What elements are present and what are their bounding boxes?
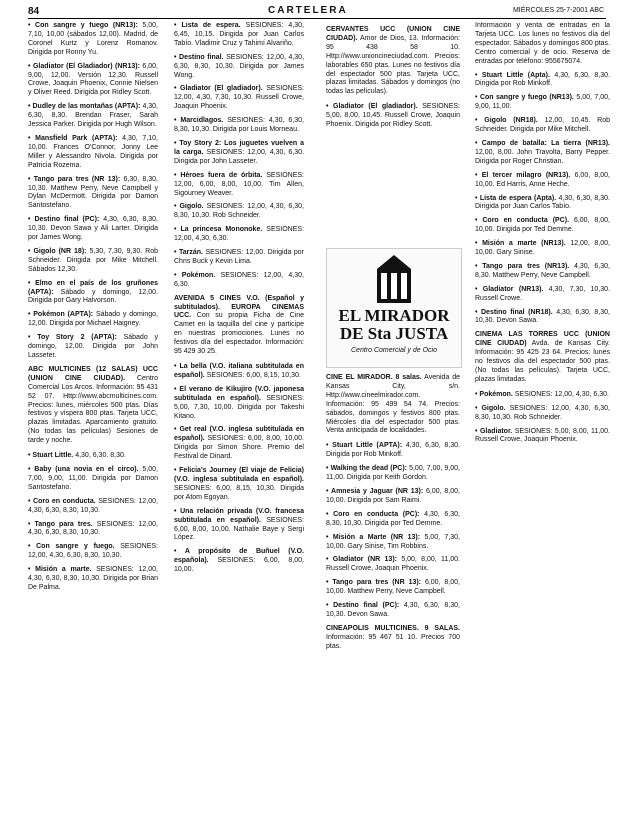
cinema-block	[28, 366, 158, 446]
film-details: SESIONES: 12,00, 6,00, 8,00, 10,00. Tim Allen, Sigourney Weaver.	[174, 171, 304, 197]
listing-entry	[28, 63, 158, 99]
film-title: • Amnesia y Jaguar (NR 13):	[326, 488, 423, 495]
film-title: • Una relación privada (V.O. francesa subtitulada en español).	[174, 508, 304, 524]
advertisement-mirador	[326, 248, 462, 368]
film-details: SESIONES: 12,00, 4,30, 6,30.	[174, 271, 304, 288]
film-details: SESIONES: 6,00, 8,00, 10,00.	[174, 557, 304, 574]
listing-entry	[28, 543, 158, 561]
film-title: • Marcidlagos.	[174, 117, 223, 124]
listing-entry	[475, 263, 610, 281]
listing-entry	[475, 217, 610, 235]
film-title: • Gigolo.	[475, 405, 506, 412]
cinema-block	[475, 331, 610, 384]
col4b-list	[475, 391, 610, 446]
film-details: 5,30, 7,30, 9,30. Rob Schneider. Dirigida por Mike Mitchell. Sábados 12,30.	[28, 247, 158, 273]
listing-entry	[28, 566, 158, 593]
column-2	[174, 22, 304, 832]
page-header	[0, 0, 620, 20]
film-title: • Misión a Marte (NR 13):	[326, 534, 420, 541]
listing-entry	[28, 452, 158, 461]
film-title: • Pokémon.	[475, 391, 513, 398]
header-rule	[28, 18, 606, 19]
listing-entry	[475, 405, 610, 423]
film-title: • Baby (una novia en el circo).	[28, 466, 139, 473]
cinema-body: Información: 95 467 51 10. Precios 700 ptas.	[326, 633, 460, 650]
listing-entry	[174, 426, 304, 462]
film-details: 5,00, 7,10, 10,00 (sábados 12,00). Madrid, de Coronel Kurtz y Lorenz Romanov. Dirigida por Ronny Yu.	[28, 22, 158, 56]
film-details: 6,00, 9,00, 12,00. Versión 12,30. Russell Crowe, Joaquin Phoenix, Connie Nielsen y Oliver Reed. Dirigida por Ridley Scott.	[28, 62, 158, 97]
section-title: CARTELERA	[268, 5, 348, 16]
cinema-block	[174, 295, 304, 357]
film-title: • Destino final (PC):	[326, 602, 399, 609]
film-title: • Mansfield Park (APTA):	[28, 135, 117, 142]
film-title: • Pokémon.	[174, 272, 215, 279]
film-details: SESIONES: 12,00, 4,30, 6,30, 8,30, 10,30. Rob Schneider.	[475, 404, 610, 421]
column-1	[28, 22, 158, 832]
listing-entry	[174, 226, 304, 244]
film-details: SESIONES: 12,00, 4,30, 6,30, 8,30, 10,30.	[28, 497, 158, 514]
listing-entry	[174, 22, 304, 49]
cinema-title: CINE EL MIRADOR. 8 salas.	[326, 374, 422, 381]
film-title: • Gigolo (NR18).	[475, 117, 538, 124]
film-details: SESIONES: 5,00, 7,30, 10,00. Dirigida por Takeshi Kitano.	[174, 394, 304, 420]
listing-entry	[28, 280, 158, 307]
film-details: 6,00, 8,00, 10,00. Matthew Perry, Neve Campbell.	[326, 579, 460, 596]
listing-entry	[174, 203, 304, 221]
listing-entry	[475, 195, 610, 213]
film-title: • Dudley de las montañas (APTA):	[28, 103, 140, 110]
listing-entry	[326, 103, 460, 130]
film-title: • Tango para tres.	[28, 521, 93, 528]
film-title: • Destino final (PC):	[28, 216, 99, 223]
listing-entry	[28, 103, 158, 130]
film-details: SESIONES: 12,00, 4,30, 6,30, 8,30, 10,30.	[28, 543, 158, 560]
film-details: 6,30, 8,30, 10,30. Matthew Perry, Neve Campbell y Dylan McDermott. Dirigida por Damon Santostefano.	[28, 175, 158, 210]
film-title: • Gladiator (NR 13):	[326, 556, 397, 563]
film-title: • Toy Story 2: Los juguetes vuelven a la carga.	[174, 140, 304, 156]
listing-entry	[174, 386, 304, 422]
listing-entry	[326, 488, 460, 506]
film-title: • Coro en conducta (PC):	[326, 511, 419, 518]
film-details: 4,30, 6,30, 8,30. Dirigida por Rob Minkoff.	[326, 442, 460, 459]
film-details: SESIONES: 12,00, 4,30, 6,30, 8,30, 10,30.	[28, 520, 158, 537]
listing-entry	[475, 94, 610, 112]
film-title: • Gigolo.	[174, 203, 204, 210]
listing-entry	[28, 176, 158, 212]
film-details: 5,00, 7,00, 9,00, 11,00.	[475, 94, 610, 111]
film-title: • La bella (V.O. italiana subtitulada en español).	[174, 363, 304, 379]
film-details: SESIONES: 4,30, 6,45, 10,15. Dirigida por Juan Carlos Tabío. Vladimir Cruz y Tahimí Alvariño.	[174, 22, 304, 47]
film-details: 12,00, 10,45. Rob Schneider. Dirigida por Mike Mitchell.	[475, 117, 610, 134]
issue-date: MIÉRCOLES 25-7-2001 ABC	[512, 7, 604, 14]
film-details: 4,30, 6,30, 8,30, 10,30. Devon Sawa.	[326, 602, 460, 618]
film-details: 5,00, 8,00, 11,00. Russell Crowe, Joaquin Phoenix.	[326, 556, 460, 573]
film-title: • Walking the dead (PC):	[326, 465, 407, 472]
film-details: SESIONES: 12,00, 4,30, 6,30.	[514, 390, 609, 398]
cinema-body: Centro Comercial Los Arcos. Información: 95 431 52 07. Http://www.abcmulticines.com. Precios: lunes, miércoles 500 ptas. Días festivos y víspera 800 ptas. Tarjeta UCC, plazas limitadas. Aparcamiento gratuito. (No todas las películas) Sesiones de tarde y noche.	[28, 374, 158, 445]
film-title: • Gigolo (NR 18):	[28, 248, 86, 255]
listing-entry	[174, 363, 304, 381]
film-title: • Felicia's Journey (El viaje de Felicia) (V.O. inglesa subtitulada en español).	[174, 467, 304, 483]
film-title: • La princesa Mononoke.	[174, 226, 262, 233]
listing-entry	[475, 428, 610, 446]
listing-entry	[326, 602, 460, 620]
cinema-body: Avenida de Kansas City, s/n. Http://www.cineelmirador.com. Información: 95 499 54 74. Precios: sábados, domingos y festivos 800 ptas. Miércoles día del espectador 500 ptas. Venta anticipada de localidades.	[326, 374, 460, 435]
page-number: 84	[28, 6, 40, 17]
film-title: • Misión a marte (NR13).	[475, 240, 566, 247]
ad-title: EL MIRADOR DE Sta JUSTA	[338, 306, 450, 343]
listing-entry	[475, 72, 610, 90]
film-title: • Gladiator.	[475, 428, 512, 435]
film-details: SESIONES: 6,00, 8,15, 10,30.	[206, 371, 301, 379]
cinema-title: AVENIDA 5 CINES V.O. (Español y subtitulados). EUROPA CINEMAS UCC.	[174, 294, 304, 320]
column-3-bottom	[326, 370, 460, 830]
listing-entry	[28, 22, 158, 58]
listing-entry	[174, 85, 304, 112]
film-title: • Tango para tres (NR 13):	[28, 176, 120, 183]
listing-entry	[475, 140, 610, 167]
film-title: • Elmo en el país de los gruñones (APTA):	[28, 280, 158, 296]
cinema-title: CINEMA LAS TORRES UCC (UNION CINE CIUDAD)	[475, 331, 610, 348]
film-details: 5,00, 7,00, 9,00, 11,00. Dirigida por Keith Gordon.	[326, 465, 460, 482]
film-details: SESIONES: 12,00. Dirigida por Chris Buck y Kevin Lima.	[174, 249, 304, 265]
listing-entry	[475, 309, 610, 327]
film-details: SESIONES: 12,00, 4,30, 6,30. Dirigida por John Lasseter.	[174, 148, 304, 165]
listing-entry	[174, 172, 304, 199]
film-details: SESIONES: 6,00, 8,15, 10,30. Dirigida por Atom Egoyan.	[174, 484, 304, 501]
listing-entry	[174, 54, 304, 81]
film-title: • Gladiator (El Gladiador) (NR13):	[28, 63, 140, 70]
film-title: • Lista de espera (Apta).	[475, 195, 556, 202]
mirador-logo-icon	[377, 255, 411, 303]
film-title: • Destino final.	[174, 54, 224, 61]
cinema-body: Amor de Dios, 13. Información: 95 438 58 10. Http://www.unioncineciudad.com. Precios: laborables 650 ptas. Lunes no festivos día del espectador 500 ptas. Tarjeta UCC, plazas limitadas. Sábados y domingos (no todas las películas).	[326, 34, 460, 96]
film-details: 6,00, 8,00, 10,00. Ed Harris, Anne Heche.	[475, 171, 610, 188]
col2b-list	[174, 363, 304, 575]
listing-entry	[174, 272, 304, 290]
film-title: • El verano de Kikujiro (V.O. japonesa subtitulada en español).	[174, 386, 304, 402]
film-details: SESIONES: 12,00, 4,30, 6,30.	[174, 226, 304, 243]
listing-entry	[326, 556, 460, 574]
listing-entry	[28, 216, 158, 243]
film-title: • Coro en conducta (PC).	[475, 217, 569, 224]
listing-entry	[475, 172, 610, 190]
film-title: • Con sangre y fuego (NR13):	[28, 22, 138, 29]
col3-list	[326, 442, 460, 620]
listing-entry	[475, 22, 610, 67]
listing-entry	[174, 548, 304, 575]
film-details: 4,30, 7,30, 10,30. Russell Crowe.	[475, 285, 610, 302]
film-details: 4,30, 6,30, 8,30. Dirigida por Rob Minkoff.	[475, 71, 610, 88]
listing-entry	[28, 334, 158, 361]
cinema-block	[326, 26, 460, 97]
listing-entry	[174, 467, 304, 503]
film-details: SESIONES: 5,00, 8,00, 11,00. Russell Crowe, Joaquin Phoenix.	[475, 427, 610, 444]
film-details: SESIONES: 12,00, 4,30, 7,30, 10,30. Russell Crowe, Joaquin Phoenix.	[174, 85, 304, 111]
listing-entry	[174, 117, 304, 135]
film-title: • Coro en conducta.	[28, 498, 96, 505]
film-title: • Gladiator (El gladiador).	[326, 103, 418, 110]
film-details: SESIONES: 5,00, 8,00, 10,45. Russell Crowe, Joaquin Phoenix. Dirigida por Ridley Scott.	[326, 103, 460, 129]
col1b-list	[28, 452, 158, 593]
film-details: Sábado y domingo, 12,00. Dirigida por Gary Halvorson.	[28, 288, 158, 305]
listing-entry	[475, 286, 610, 304]
film-title: • Lista de espera.	[174, 22, 241, 29]
film-details: 4,30, 6,30, 8,30, 10,30. Devon Sawa y Ali Larter. Dirigida por James Wong.	[28, 216, 158, 242]
col4-list	[475, 72, 610, 327]
film-title: • Destino final (NR18).	[475, 309, 553, 316]
film-title: • Stuart Little (Apta).	[475, 72, 550, 79]
film-title: • Gladiator (NR13).	[475, 286, 543, 293]
cinema-body: Con su propia Ficha de Cine Camet en la taquilla del cine y participe en nuestras promociones. Lunes no festivos día del espectador. Información: 95 429 30 25.	[174, 312, 304, 356]
listing-entry	[475, 117, 610, 135]
listing-entry	[326, 534, 460, 552]
cinema-block	[326, 374, 460, 436]
film-details: 4,30, 6,30, 8,30. Matthew Perry, Neve Campbell.	[475, 262, 610, 279]
film-title: • A propósito de Buñuel (V.O. española).	[174, 548, 304, 564]
col1-list	[28, 22, 158, 361]
listing-entry	[174, 249, 304, 267]
film-title: • Tarzán.	[174, 249, 203, 256]
listing-entry	[28, 311, 158, 329]
film-title: • El tercer milagro (NR13).	[475, 172, 570, 179]
film-details: 4,30, 6,30, 8,30, 10,30. Devon Sawa.	[475, 308, 610, 325]
film-title: • Gladiator (El gladiador).	[174, 85, 263, 92]
film-details: 4,30, 6,30, 8,30. Dirigida por Juan Carlos Tabío.	[475, 194, 610, 211]
listing-entry	[174, 508, 304, 544]
film-details: 4,30, 6,30. 8,30.	[75, 452, 126, 460]
listing-entry	[28, 521, 158, 539]
cinema-title: CINEAPOLIS MULTICINES. 9 SALAS.	[326, 624, 460, 632]
film-details: Sábado y domingo, 12,00. Dirigida por John Lasseter.	[28, 334, 158, 359]
film-details: Sábado y domingo, 12,00. Dirigida por Michael Haigney.	[28, 311, 158, 328]
film-title: • Stuart Little (APTA):	[326, 442, 402, 449]
film-title: • Tango para tres (NR13).	[475, 263, 569, 270]
film-title: • Tango para tres (NR 13):	[326, 579, 421, 586]
film-details: SESIONES: 4,30, 6,30, 8,30, 10,30. Dirigida por Louis Morneau.	[174, 117, 304, 134]
film-title: • Campo de batalla: La tierra (NR13).	[475, 140, 610, 147]
listing-entry	[28, 248, 158, 275]
col2-list	[174, 22, 304, 290]
film-title: • Toy Story 2 (APTA):	[28, 334, 117, 341]
column-4	[475, 22, 610, 832]
column-3-top	[326, 22, 460, 244]
listing-entry	[28, 498, 158, 516]
film-title: • Pokémon (APTA):	[28, 311, 93, 318]
film-title: • Con sangre y fuego (NR13).	[475, 94, 574, 101]
listing-entry	[326, 465, 460, 483]
film-title: • Get real (V.O. inglesa subtitulada en español).	[174, 426, 304, 442]
listing-entry	[174, 140, 304, 167]
cinema-block	[326, 625, 460, 652]
film-details: 5,00, 7,30, 10,00. Gary Sinise, Tim Robbins.	[326, 533, 460, 550]
film-details: 4,30, 6,30, 8,30, 10,30. Dirigida por Ted Demme.	[326, 510, 460, 527]
listing-entry	[475, 391, 610, 400]
film-title: • Con sangre y fuego.	[28, 543, 115, 550]
film-details: 6,00, 8,00, 10,00. Dirigida por Ted Demme.	[475, 217, 610, 234]
listing-entry	[28, 466, 158, 493]
cinema-body: Avda. de Kansas City. Información: 95 425 23 64. Precios: lunes no festivos día del espectador 500 ptas. (No todas las películas). Tarjeta UCC, plazas limitadas.	[475, 340, 610, 383]
film-title: • Héroes fuera de órbita.	[174, 172, 262, 179]
cinema-title: CERVANTES UCC (UNION CINE CIUDAD).	[326, 26, 460, 42]
film-details: 12,00, 8,00, 10,00. Gary Sinise.	[475, 240, 610, 257]
cinema-title: ABC MULTICINES (12 SALAS) UCC (UNION CINE CIUDAD).	[28, 365, 158, 382]
ad-subtitle: Centro Comercial y de Ocio	[351, 347, 437, 354]
listing-entry	[28, 135, 158, 171]
listing-entry	[326, 442, 460, 460]
film-details: 6,00, 8,00, 10,00. Dirigida por Sam Raimi.	[326, 487, 460, 504]
film-details: SESIONES: 6,00, 8,00, 10,00. Dirigida por Simon Shore. Premio del Festival de Dinard.	[174, 435, 304, 461]
film-details: SESIONES: 12,00, 4,30, 6,30, 8,30, 10,30. Rob Schneider.	[174, 203, 304, 220]
film-details: SESIONES: 6,00, 8,00, 10,00. Nathalie Baye y Sergi López.	[174, 516, 304, 542]
film-title: • Misión a marte.	[28, 566, 91, 573]
listing-entry	[326, 579, 460, 597]
film-details: Información y venta de entradas en la Tarjeta UCC. Los lunes no festivos día del espectador. Sábados y domingos 800 ptas. Centro comercial y de ocio. Reserva de entradas por teléfono: 955675074.	[475, 22, 610, 65]
film-details: 4,30, 6,30, 8,30. Brendan Fraser, Sarah Jessica Parker. Dirigida por Hugh Wilson.	[28, 103, 158, 129]
listing-entry	[475, 240, 610, 258]
film-details: SESIONES: 12,00, 4,30, 6,30, 8,30, 10,30. Dirigida por Brian De Palma.	[28, 566, 158, 591]
film-title: • Stuart Little.	[28, 452, 73, 459]
listing-entry	[326, 511, 460, 529]
film-details: SESIONES: 12,00, 4,30, 6,30, 8,30, 10,30. Dirigida por James Wong.	[174, 53, 304, 79]
film-details: 5,00, 7,00, 9,00, 11,00. Dirigida por Damon Santostefano.	[28, 465, 158, 491]
film-details: 12,00, 8,00. John Travolta, Barry Pepper. Dirigida por Roger Christian.	[475, 148, 610, 165]
film-details: 4,30, 7,10, 10,00. Frances O'Connor, Jonny Lee Miller y Alessandro Nivola. Dirigida por Patricia Rozema.	[28, 134, 158, 169]
